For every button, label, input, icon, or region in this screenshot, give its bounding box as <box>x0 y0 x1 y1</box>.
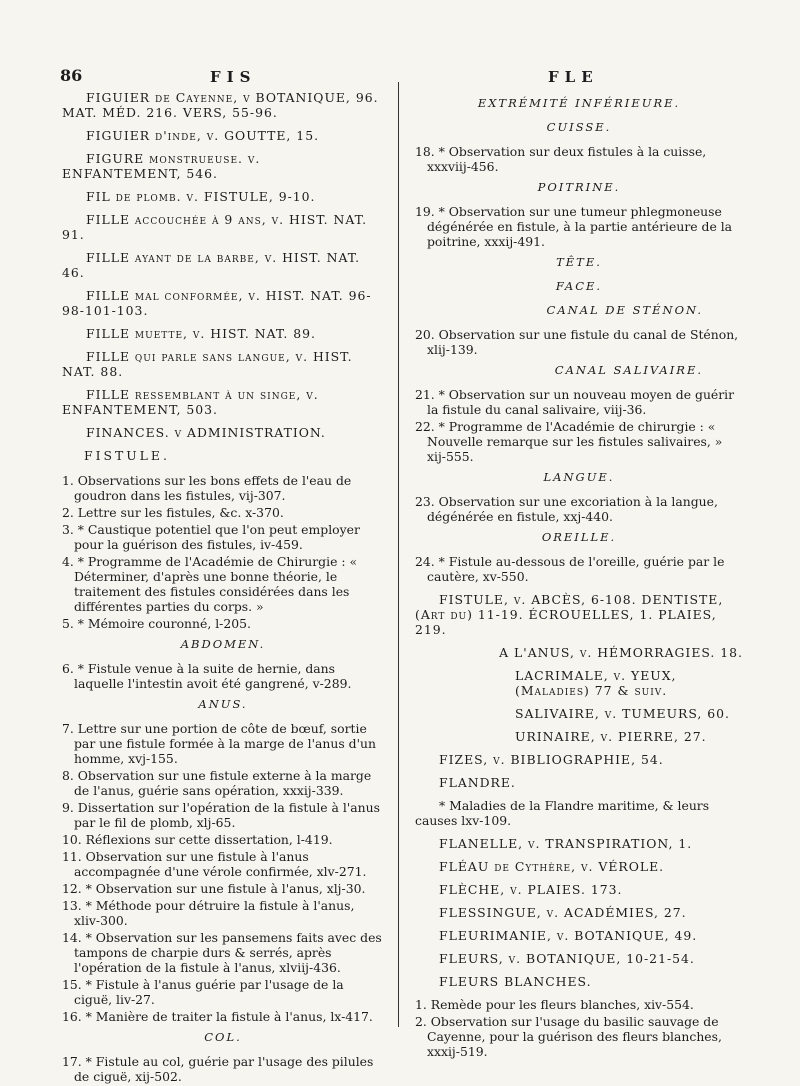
running-head-left: FIS <box>210 68 257 86</box>
list-item: 9. Dissertation sur l'opération de la fistule à l'anus par le fil de plomb, xlj-65. <box>62 800 380 830</box>
list-item: * Maladies de la Flandre maritime, & leurs causes lxv-109. <box>415 798 710 828</box>
running-head-right: FLE <box>548 68 599 86</box>
left-column <box>62 90 384 1086</box>
page-number: 86 <box>60 66 83 85</box>
subheading-cuisse: CUISSE. <box>546 120 612 134</box>
subheading-abdomen: ABDOMEN. <box>180 637 266 651</box>
entry: FIL de plomb. v. FISTULE, 9-10. <box>86 189 316 204</box>
cross-reference: SALIVAIRE, v. TUMEURS, 60. <box>515 706 730 721</box>
list-item: 19. * Observation sur une tumeur phlegmoneuse dégénérée en fistule, à la partie antérieure de la poitrine, xxxij-491. <box>415 204 733 249</box>
subheading-oreille: OREILLE. <box>541 530 617 544</box>
list-item: 18. * Observation sur deux fistules à la cuisse, xxxviij-456. <box>415 144 707 174</box>
list-item: 23. Observation sur une excoriation à la langue, dégénérée en fistule, xxj-440. <box>415 494 718 524</box>
list-item: 13. * Méthode pour détruire la fistule à l'anus, xliv-300. <box>62 898 355 928</box>
list-item: 24. * Fistule au-dessous de l'oreille, guérie par le cautère, xv-550. <box>415 554 725 584</box>
subheading-tete: TÊTE. <box>556 255 602 269</box>
subheading-anus: ANUS. <box>198 697 248 711</box>
list-item: 1. Remède pour les fleurs blanches, xiv-554. <box>415 997 694 1012</box>
subheading-salivaire: CANAL SALIVAIRE. <box>554 363 703 377</box>
list-item: 22. * Programme de l'Académie de chirurgie : « Nouvelle remarque sur les fistules salivaires, » xij-555. <box>415 419 723 464</box>
subheading-stenon: CANAL DE STÉNON. <box>546 303 703 317</box>
list-item: 2. Observation sur l'usage du basilic sauvage de Cayenne, pour la guérison des fleurs blanches, xxxij-519. <box>415 1014 722 1059</box>
list-item: 4. * Programme de l'Académie de Chirurgie : « Déterminer, d'après une bonne théorie, le traitement des fistules considérées dans les différentes parties du corps. » <box>62 554 358 614</box>
entry-fizes: FIZES, v. BIBLIOGRAPHIE, 54. <box>439 752 664 767</box>
entry: FINANCES. v ADMINISTRATION. <box>86 425 326 440</box>
entry: FLÈCHE, v. PLAIES. 173. <box>439 882 623 897</box>
list-item: 10. Réflexions sur cette dissertation, l-419. <box>62 832 333 847</box>
entry: FIGUIER d'inde, v. GOUTTE, 15. <box>86 128 320 143</box>
entry: FLEURS, v. BOTANIQUE, 10-21-54. <box>439 951 695 966</box>
entry: FILLE qui parle sans langue, v. HIST. NAT. 88. <box>62 349 353 379</box>
subheading-poitrine: POITRINE. <box>537 180 621 194</box>
list-item: 8. Observation sur une fistule externe à la marge de l'anus, guérie sans opération, xxxij-339. <box>62 768 372 798</box>
list-item: 16. * Manière de traiter la fistule à l'anus, lx-417. <box>62 1009 373 1024</box>
list-item: 21. * Observation sur un nouveau moyen de guérir la fistule du canal salivaire, viij-36. <box>415 387 735 417</box>
subheading-col: COL. <box>204 1030 242 1044</box>
subheading-langue: LANGUE. <box>543 470 615 484</box>
list-item: 2. Lettre sur les fistules, &c. x-370. <box>62 505 284 520</box>
entry: FLANELLE, v. TRANSPIRATION, 1. <box>439 836 693 851</box>
column-divider <box>398 82 399 1027</box>
section-heading-fleurs-blanches: FLEURS BLANCHES. <box>439 974 592 989</box>
list-item: 14. * Observation sur les pansemens faits avec des tampons de charpie durs & serrés, après l'opération de la fistule à l'anus, xlviij-436. <box>62 930 382 975</box>
cross-reference: LACRIMALE, v. YEUX, (Maladies) 77 & suiv. <box>515 668 677 698</box>
entry: FIGUIER de Cayenne, v BOTANIQUE, 96. MAT. MÉD. 216. VERS, 55-96. <box>62 90 379 120</box>
subheading-face: FACE. <box>555 279 603 293</box>
entry: FILLE accouchée à 9 ans, v. HIST. NAT. 91. <box>62 212 368 242</box>
list-item: 6. * Fistule venue à la suite de hernie, dans laquelle l'intestin avoit été gangrené, v-289. <box>62 661 352 691</box>
entry: FLEURIMANIE, v. BOTANIQUE, 49. <box>439 928 698 943</box>
list-item: 20. Observation sur une fistule du canal de Sténon, xlij-139. <box>415 327 739 357</box>
entry: FILLE ressemblant à un singe, v. ENFANTEMENT, 503. <box>62 387 319 417</box>
section-heading-fistule: FISTULE. <box>84 448 170 463</box>
cross-reference: A L'ANUS, v. HÉMORRAGIES. 18. <box>499 645 743 660</box>
list-item: 3. * Caustique potentiel que l'on peut employer pour la guérison des fistules, iv-459. <box>62 522 360 552</box>
list-item: 1. Observations sur les bons effets de l'eau de goudron dans les fistules, vij-307. <box>62 473 352 503</box>
cross-reference: FISTULE, v. ABCÈS, 6-108. DENTISTE, (Art du) 11-19. ÉCROUELLES, 1. PLAIES, 219. <box>415 592 724 637</box>
cross-reference: URINAIRE, v. PIERRE, 27. <box>515 729 707 744</box>
entry: FILLE muette, v. HIST. NAT. 89. <box>86 326 316 341</box>
list-item: 17. * Fistule au col, guérie par l'usage des pilules de ciguë, xij-502. <box>62 1054 374 1084</box>
entry: FLÉAU de Cythère, v. VÉROLE. <box>439 859 665 874</box>
section-heading-flandre: FLANDRE. <box>439 775 516 790</box>
list-item: 12. * Observation sur une fistule à l'anus, xlj-30. <box>62 881 366 896</box>
entry: FILLE mal conformée, v. HIST. NAT. 96-98-101-103. <box>62 288 372 318</box>
subheading-extremite: EXTRÉMITÉ INFÉRIEURE. <box>477 96 681 110</box>
entry: FLESSINGUE, v. ACADÉMIES, 27. <box>439 905 687 920</box>
list-item: 11. Observation sur une fistule à l'anus accompagnée d'une vérole confirmée, xlv-271. <box>62 849 367 879</box>
right-column <box>415 90 743 1061</box>
list-item: 5. * Mémoire couronné, l-205. <box>62 616 251 631</box>
list-item: 7. Lettre sur une portion de côte de bœuf, sortie par une fistule formée à la marge de l'anus d'un homme, xvj-155. <box>62 721 376 766</box>
list-item: 15. * Fistule à l'anus guérie par l'usage de la ciguë, liv-27. <box>62 977 344 1007</box>
entry: FIGURE monstrueuse. v. ENFANTEMENT, 546. <box>62 151 261 181</box>
entry: FILLE ayant de la barbe, v. HIST. NAT. 46. <box>62 250 361 280</box>
